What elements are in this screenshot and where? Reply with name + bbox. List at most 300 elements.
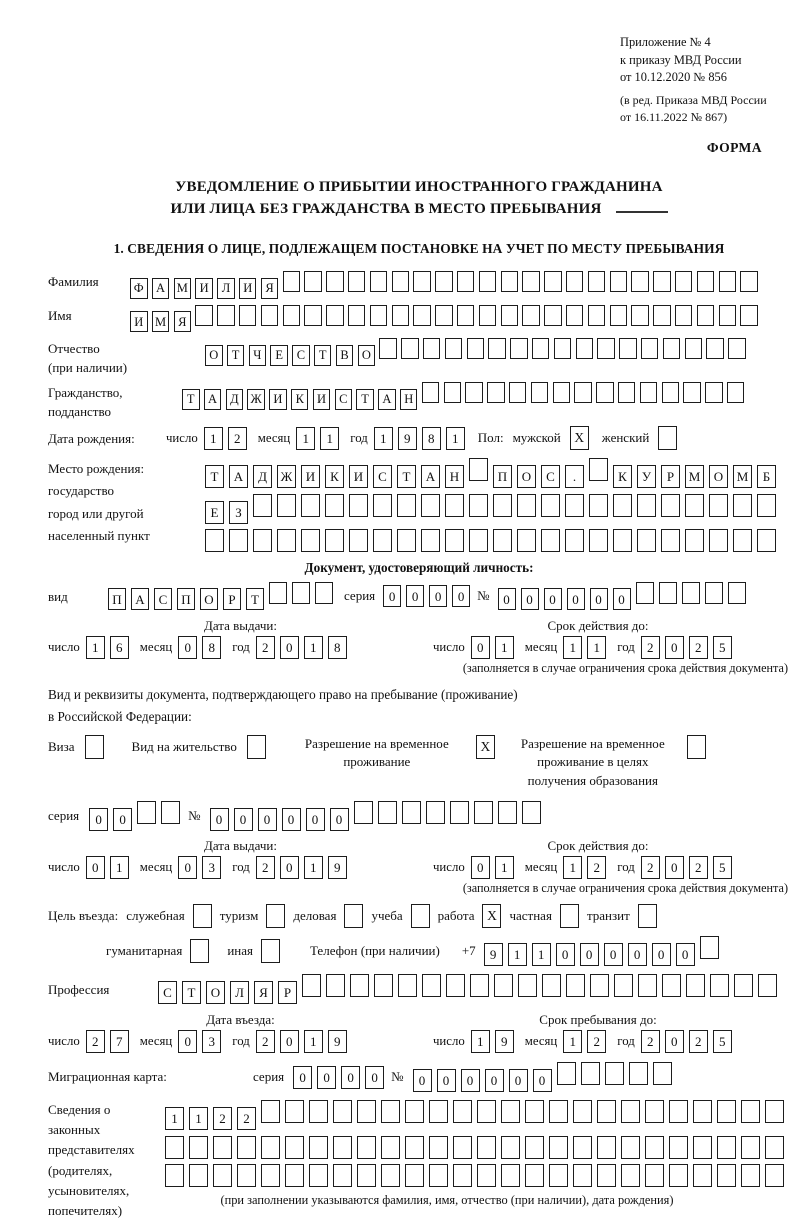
char-box[interactable] — [717, 1164, 736, 1187]
char-box[interactable] — [621, 1136, 640, 1159]
char-box[interactable]: 0 — [471, 856, 490, 879]
char-box[interactable]: И — [301, 465, 320, 488]
char-box[interactable]: 1 — [563, 1030, 582, 1053]
char-box[interactable] — [326, 271, 344, 292]
char-box[interactable] — [348, 305, 366, 326]
char-box[interactable]: 0 — [461, 1069, 480, 1092]
doc-series-input[interactable] — [383, 585, 475, 607]
stay-year[interactable] — [641, 1030, 737, 1053]
char-box[interactable] — [549, 1136, 568, 1159]
profession-input[interactable] — [158, 974, 782, 1004]
char-box[interactable] — [522, 271, 540, 292]
char-box[interactable] — [576, 338, 594, 359]
char-box[interactable]: Л — [217, 278, 235, 299]
sex-male-checkbox[interactable]: X — [570, 426, 589, 450]
char-box[interactable]: 1 — [320, 427, 339, 450]
char-box[interactable] — [653, 305, 671, 326]
char-box[interactable] — [315, 582, 333, 604]
char-box[interactable] — [501, 1136, 520, 1159]
char-box[interactable] — [621, 1100, 640, 1123]
char-box[interactable] — [435, 271, 453, 292]
representatives-input-row2[interactable] — [165, 1136, 789, 1159]
char-box[interactable] — [261, 1136, 280, 1159]
char-box[interactable] — [525, 1136, 544, 1159]
char-box[interactable]: Я — [174, 311, 192, 332]
char-box[interactable] — [333, 1164, 352, 1187]
char-box[interactable] — [645, 1136, 664, 1159]
char-box[interactable]: 1 — [304, 636, 323, 659]
char-box[interactable] — [261, 1100, 280, 1123]
char-box[interactable] — [719, 271, 737, 292]
char-box[interactable] — [261, 305, 279, 326]
char-box[interactable] — [445, 529, 464, 552]
doc-number-input[interactable] — [498, 582, 751, 611]
char-box[interactable] — [421, 494, 440, 517]
birth-day-input[interactable] — [204, 427, 252, 450]
char-box[interactable] — [333, 1136, 352, 1159]
char-box[interactable] — [631, 271, 649, 292]
char-box[interactable]: 0 — [282, 808, 301, 831]
char-box[interactable] — [640, 382, 658, 403]
phone-input[interactable] — [484, 936, 724, 966]
representatives-input-row3[interactable] — [165, 1164, 789, 1187]
char-box[interactable]: 2 — [641, 1030, 660, 1053]
char-box[interactable] — [357, 1136, 376, 1159]
char-box[interactable] — [488, 338, 506, 359]
char-box[interactable] — [659, 582, 677, 604]
char-box[interactable] — [378, 801, 397, 824]
char-box[interactable] — [348, 271, 366, 292]
char-box[interactable] — [697, 305, 715, 326]
char-box[interactable]: 3 — [202, 856, 221, 879]
char-box[interactable] — [542, 974, 561, 997]
char-box[interactable] — [453, 1136, 472, 1159]
char-box[interactable] — [588, 305, 606, 326]
char-box[interactable] — [350, 974, 369, 997]
surname-input[interactable] — [130, 271, 762, 299]
char-box[interactable] — [705, 382, 723, 403]
char-box[interactable]: 0 — [676, 943, 695, 966]
char-box[interactable]: 0 — [509, 1069, 528, 1092]
char-box[interactable] — [477, 1164, 496, 1187]
char-box[interactable] — [261, 1164, 280, 1187]
char-box[interactable]: Т — [397, 465, 416, 488]
char-box[interactable]: А — [152, 278, 170, 299]
char-box[interactable] — [304, 271, 322, 292]
char-box[interactable]: 2 — [213, 1107, 232, 1130]
char-box[interactable]: Т — [182, 389, 200, 410]
char-box[interactable] — [553, 382, 571, 403]
char-box[interactable] — [588, 271, 606, 292]
birthplace-input-row2[interactable] — [205, 494, 781, 524]
char-box[interactable] — [757, 494, 776, 517]
char-box[interactable]: 0 — [665, 1030, 684, 1053]
char-box[interactable] — [728, 582, 746, 604]
char-box[interactable] — [581, 1062, 600, 1085]
char-box[interactable] — [597, 1100, 616, 1123]
char-box[interactable]: М — [685, 465, 704, 488]
char-box[interactable] — [549, 1100, 568, 1123]
char-box[interactable]: 1 — [374, 427, 393, 450]
char-box[interactable] — [189, 1136, 208, 1159]
char-box[interactable]: 0 — [280, 1030, 299, 1053]
char-box[interactable]: А — [131, 588, 149, 610]
char-box[interactable] — [697, 271, 715, 292]
char-box[interactable] — [549, 1164, 568, 1187]
char-box[interactable] — [304, 305, 322, 326]
char-box[interactable]: Д — [253, 465, 272, 488]
char-box[interactable] — [693, 1100, 712, 1123]
entry-year[interactable] — [256, 1030, 352, 1053]
doc-kind-input[interactable] — [108, 582, 338, 611]
char-box[interactable]: 2 — [641, 636, 660, 659]
char-box[interactable] — [565, 494, 584, 517]
char-box[interactable] — [517, 529, 536, 552]
char-box[interactable] — [597, 1136, 616, 1159]
char-box[interactable] — [653, 271, 671, 292]
birth-year-input[interactable] — [374, 427, 470, 450]
char-box[interactable] — [693, 1136, 712, 1159]
char-box[interactable] — [619, 338, 637, 359]
residence-issue-year[interactable] — [256, 856, 352, 879]
char-box[interactable]: 8 — [422, 427, 441, 450]
doc-expiry-month[interactable] — [563, 636, 611, 659]
char-box[interactable]: 1 — [495, 636, 514, 659]
char-box[interactable] — [405, 1164, 424, 1187]
purpose-private-checkbox[interactable] — [560, 904, 579, 928]
char-box[interactable] — [557, 1062, 576, 1085]
char-box[interactable] — [292, 582, 310, 604]
char-box[interactable] — [614, 974, 633, 997]
char-box[interactable] — [589, 458, 608, 481]
char-box[interactable] — [309, 1136, 328, 1159]
char-box[interactable] — [435, 305, 453, 326]
residence-expiry-year[interactable] — [641, 856, 737, 879]
char-box[interactable]: 0 — [613, 588, 631, 610]
char-box[interactable] — [645, 1164, 664, 1187]
char-box[interactable]: А — [229, 465, 248, 488]
char-box[interactable]: 2 — [228, 427, 247, 450]
char-box[interactable]: Т — [314, 345, 332, 366]
purpose-business-checkbox[interactable] — [344, 904, 363, 928]
char-box[interactable]: 0 — [452, 585, 470, 607]
char-box[interactable]: 0 — [665, 636, 684, 659]
residence-permit-checkbox[interactable] — [247, 735, 266, 759]
stay-month[interactable] — [563, 1030, 611, 1053]
char-box[interactable] — [277, 529, 296, 552]
char-box[interactable]: . — [565, 465, 584, 488]
birthplace-input-row3[interactable] — [205, 529, 781, 552]
doc-issue-day[interactable] — [86, 636, 134, 659]
char-box[interactable] — [740, 271, 758, 292]
char-box[interactable]: О — [709, 465, 728, 488]
char-box[interactable]: 2 — [256, 1030, 275, 1053]
char-box[interactable]: К — [291, 389, 309, 410]
char-box[interactable] — [566, 305, 584, 326]
char-box[interactable] — [573, 1136, 592, 1159]
char-box[interactable]: У — [637, 465, 656, 488]
char-box[interactable]: И — [349, 465, 368, 488]
char-box[interactable] — [509, 382, 527, 403]
char-box[interactable]: 1 — [471, 1030, 490, 1053]
char-box[interactable] — [453, 1164, 472, 1187]
char-box[interactable] — [525, 1164, 544, 1187]
char-box[interactable] — [717, 1136, 736, 1159]
char-box[interactable] — [487, 382, 505, 403]
char-box[interactable] — [675, 305, 693, 326]
char-box[interactable] — [333, 1100, 352, 1123]
char-box[interactable] — [517, 494, 536, 517]
doc-issue-year[interactable] — [256, 636, 352, 659]
char-box[interactable] — [709, 494, 728, 517]
char-box[interactable]: 0 — [485, 1069, 504, 1092]
char-box[interactable]: 0 — [258, 808, 277, 831]
char-box[interactable]: 0 — [113, 808, 132, 831]
char-box[interactable] — [325, 529, 344, 552]
sex-female-checkbox[interactable] — [658, 426, 677, 450]
char-box[interactable]: 0 — [471, 636, 490, 659]
char-box[interactable] — [413, 305, 431, 326]
char-box[interactable]: Б — [757, 465, 776, 488]
char-box[interactable] — [277, 494, 296, 517]
char-box[interactable]: 9 — [495, 1030, 514, 1053]
char-box[interactable]: П — [177, 588, 195, 610]
char-box[interactable] — [467, 338, 485, 359]
char-box[interactable]: 5 — [713, 636, 732, 659]
char-box[interactable] — [469, 494, 488, 517]
char-box[interactable] — [765, 1136, 784, 1159]
residence-issue-day[interactable] — [86, 856, 134, 879]
doc-expiry-day[interactable] — [471, 636, 519, 659]
char-box[interactable]: 2 — [689, 856, 708, 879]
char-box[interactable] — [662, 382, 680, 403]
char-box[interactable] — [637, 529, 656, 552]
char-box[interactable]: 0 — [89, 808, 108, 831]
char-box[interactable] — [605, 1062, 624, 1085]
char-box[interactable] — [301, 529, 320, 552]
char-box[interactable]: 1 — [446, 427, 465, 450]
char-box[interactable]: 0 — [628, 943, 647, 966]
char-box[interactable]: М — [152, 311, 170, 332]
char-box[interactable] — [501, 305, 519, 326]
char-box[interactable] — [374, 974, 393, 997]
char-box[interactable]: О — [517, 465, 536, 488]
citizenship-input[interactable] — [182, 382, 749, 410]
char-box[interactable]: Р — [278, 981, 297, 1004]
char-box[interactable] — [392, 271, 410, 292]
char-box[interactable] — [357, 1164, 376, 1187]
purpose-work-checkbox[interactable]: X — [482, 904, 501, 928]
char-box[interactable] — [195, 305, 213, 326]
purpose-study-checkbox[interactable] — [411, 904, 430, 928]
temp-residence-education-checkbox[interactable] — [687, 735, 706, 759]
char-box[interactable] — [465, 382, 483, 403]
char-box[interactable]: 0 — [521, 588, 539, 610]
char-box[interactable]: 1 — [495, 856, 514, 879]
char-box[interactable]: 1 — [86, 636, 105, 659]
char-box[interactable]: 3 — [202, 1030, 221, 1053]
char-box[interactable]: 8 — [328, 636, 347, 659]
char-box[interactable] — [373, 494, 392, 517]
char-box[interactable] — [765, 1100, 784, 1123]
char-box[interactable]: П — [493, 465, 512, 488]
char-box[interactable] — [217, 305, 235, 326]
char-box[interactable]: И — [269, 389, 287, 410]
char-box[interactable] — [574, 382, 592, 403]
char-box[interactable] — [706, 338, 724, 359]
char-box[interactable] — [421, 529, 440, 552]
char-box[interactable]: 0 — [429, 585, 447, 607]
char-box[interactable]: 9 — [398, 427, 417, 450]
char-box[interactable]: 0 — [280, 856, 299, 879]
char-box[interactable] — [685, 529, 704, 552]
char-box[interactable]: Р — [661, 465, 680, 488]
char-box[interactable]: 9 — [328, 856, 347, 879]
char-box[interactable] — [285, 1136, 304, 1159]
char-box[interactable]: И — [195, 278, 213, 299]
char-box[interactable] — [370, 305, 388, 326]
char-box[interactable] — [590, 974, 609, 997]
char-box[interactable] — [544, 305, 562, 326]
char-box[interactable] — [137, 801, 156, 824]
char-box[interactable] — [531, 382, 549, 403]
char-box[interactable] — [525, 1100, 544, 1123]
char-box[interactable] — [685, 338, 703, 359]
temp-residence-checkbox[interactable]: X — [476, 735, 495, 759]
char-box[interactable]: Т — [205, 465, 224, 488]
char-box[interactable] — [710, 974, 729, 997]
char-box[interactable] — [253, 529, 272, 552]
char-box[interactable]: С — [335, 389, 353, 410]
char-box[interactable]: 2 — [86, 1030, 105, 1053]
char-box[interactable]: С — [154, 588, 172, 610]
char-box[interactable] — [669, 1136, 688, 1159]
char-box[interactable]: Я — [254, 981, 273, 1004]
migration-series-input[interactable] — [293, 1066, 389, 1089]
char-box[interactable]: 0 — [365, 1066, 384, 1089]
char-box[interactable] — [429, 1136, 448, 1159]
char-box[interactable] — [669, 1164, 688, 1187]
doc-expiry-year[interactable] — [641, 636, 737, 659]
char-box[interactable]: А — [421, 465, 440, 488]
char-box[interactable] — [402, 801, 421, 824]
char-box[interactable]: 0 — [383, 585, 401, 607]
char-box[interactable] — [479, 271, 497, 292]
char-box[interactable]: И — [239, 278, 257, 299]
char-box[interactable] — [728, 338, 746, 359]
char-box[interactable]: 1 — [165, 1107, 184, 1130]
char-box[interactable] — [349, 529, 368, 552]
char-box[interactable] — [401, 338, 419, 359]
char-box[interactable] — [637, 494, 656, 517]
purpose-official-checkbox[interactable] — [193, 904, 212, 928]
char-box[interactable] — [493, 494, 512, 517]
char-box[interactable]: 2 — [689, 1030, 708, 1053]
char-box[interactable] — [596, 382, 614, 403]
char-box[interactable] — [613, 494, 632, 517]
char-box[interactable]: Ж — [277, 465, 296, 488]
char-box[interactable] — [554, 338, 572, 359]
char-box[interactable] — [301, 494, 320, 517]
char-box[interactable]: 7 — [110, 1030, 129, 1053]
char-box[interactable]: 2 — [641, 856, 660, 879]
char-box[interactable] — [161, 801, 180, 824]
char-box[interactable] — [685, 494, 704, 517]
char-box[interactable]: Д — [226, 389, 244, 410]
char-box[interactable]: А — [204, 389, 222, 410]
birth-month-input[interactable] — [296, 427, 344, 450]
residence-issue-month[interactable] — [178, 856, 226, 879]
char-box[interactable] — [565, 529, 584, 552]
char-box[interactable]: 0 — [498, 588, 516, 610]
char-box[interactable]: 9 — [484, 943, 503, 966]
char-box[interactable]: С — [158, 981, 177, 1004]
char-box[interactable] — [758, 974, 777, 997]
char-box[interactable]: 9 — [328, 1030, 347, 1053]
char-box[interactable] — [566, 974, 585, 997]
char-box[interactable] — [765, 1164, 784, 1187]
char-box[interactable] — [757, 529, 776, 552]
char-box[interactable] — [422, 974, 441, 997]
char-box[interactable] — [349, 494, 368, 517]
char-box[interactable]: Т — [246, 588, 264, 610]
char-box[interactable] — [325, 494, 344, 517]
purpose-tourism-checkbox[interactable] — [266, 904, 285, 928]
char-box[interactable]: 0 — [533, 1069, 552, 1092]
char-box[interactable]: О — [205, 345, 223, 366]
char-box[interactable]: 1 — [189, 1107, 208, 1130]
char-box[interactable]: 5 — [713, 856, 732, 879]
char-box[interactable]: Т — [182, 981, 201, 1004]
char-box[interactable]: П — [108, 588, 126, 610]
char-box[interactable] — [686, 974, 705, 997]
char-box[interactable] — [675, 271, 693, 292]
char-box[interactable]: 1 — [563, 636, 582, 659]
char-box[interactable]: 1 — [508, 943, 527, 966]
char-box[interactable] — [444, 382, 462, 403]
doc-issue-month[interactable] — [178, 636, 226, 659]
char-box[interactable] — [398, 974, 417, 997]
char-box[interactable] — [613, 529, 632, 552]
char-box[interactable]: С — [292, 345, 310, 366]
char-box[interactable]: Н — [445, 465, 464, 488]
char-box[interactable]: А — [378, 389, 396, 410]
entry-day[interactable] — [86, 1030, 134, 1053]
char-box[interactable]: Р — [223, 588, 241, 610]
char-box[interactable] — [717, 1100, 736, 1123]
char-box[interactable]: 1 — [587, 636, 606, 659]
char-box[interactable]: Ч — [249, 345, 267, 366]
char-box[interactable]: 5 — [713, 1030, 732, 1053]
char-box[interactable] — [239, 305, 257, 326]
char-box[interactable] — [229, 529, 248, 552]
char-box[interactable] — [661, 529, 680, 552]
char-box[interactable]: 0 — [280, 636, 299, 659]
char-box[interactable] — [510, 338, 528, 359]
char-box[interactable] — [429, 1100, 448, 1123]
char-box[interactable] — [641, 338, 659, 359]
char-box[interactable] — [638, 974, 657, 997]
char-box[interactable]: 0 — [590, 588, 608, 610]
char-box[interactable] — [631, 305, 649, 326]
char-box[interactable]: 0 — [652, 943, 671, 966]
migration-number-input[interactable] — [413, 1062, 677, 1092]
char-box[interactable] — [457, 271, 475, 292]
char-box[interactable]: Н — [400, 389, 418, 410]
char-box[interactable]: 8 — [202, 636, 221, 659]
char-box[interactable] — [446, 974, 465, 997]
char-box[interactable] — [189, 1164, 208, 1187]
